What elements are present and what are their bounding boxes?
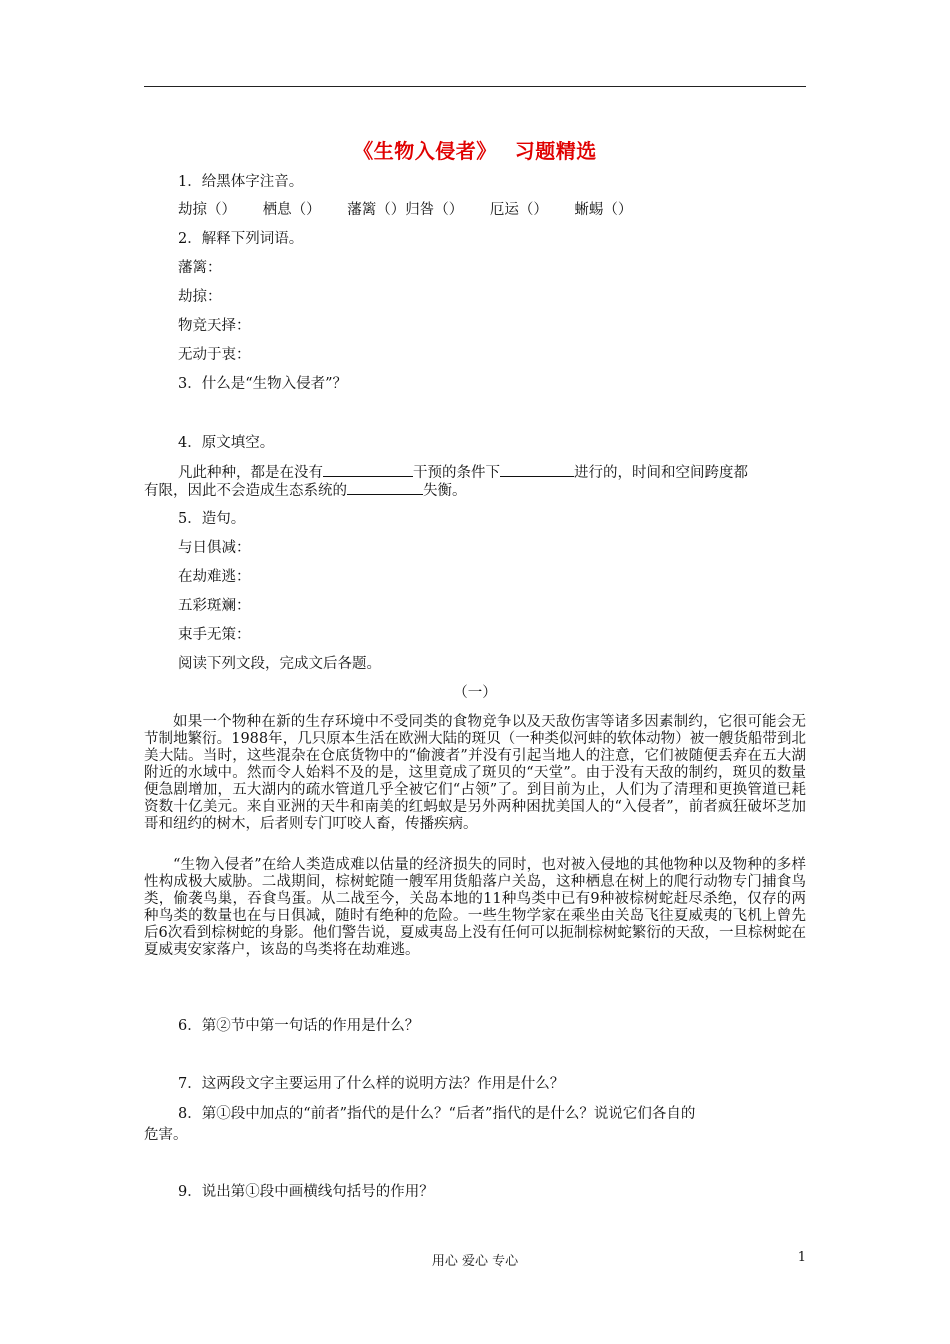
- question-8: 8．第①段中加点的“前者”指代的是什么？“后者”指代的是什么？说说它们各自的: [178, 1106, 696, 1122]
- footer-motto: 用心 爱心 专心: [431, 1254, 519, 1269]
- q2-jielve: 劫掠：: [178, 289, 222, 305]
- fill-blank-1[interactable]: [323, 462, 413, 477]
- q5-yurijujian: 与日俱减：: [178, 540, 251, 556]
- section-label: （一）: [453, 685, 497, 701]
- q5-zaijienantao: 在劫难逃：: [178, 569, 251, 585]
- item-jielve: 劫掠（）: [178, 202, 236, 218]
- page-number: 1: [797, 1250, 806, 1265]
- question-2: 2．解释下列词语。: [178, 231, 304, 247]
- q2-wudongyuzhong: 无动于衷：: [178, 347, 251, 363]
- question-1-items: [178, 200, 632, 220]
- question-9: 9．说出第①段中画横线句括号的作用？: [178, 1184, 434, 1200]
- q4-fill-line-2: 有限，因此不会造成生态系统的 失衡。: [144, 480, 467, 501]
- q2-fanli: 藩篱：: [178, 260, 222, 276]
- reading-intro: 阅读下列文段，完成文后各题。: [178, 656, 381, 672]
- item-xiyi: 蜥蜴（）: [574, 202, 633, 218]
- question-6: 6．第②节中第一句话的作用是什么？: [178, 1018, 420, 1034]
- question-5: 5．造句。: [178, 511, 246, 527]
- q4-fill-line-1: 凡此种种，都是在没有 干预的条件下 进行的，时间和空间跨度都: [178, 462, 748, 483]
- question-4: 4．原文填空。: [178, 435, 275, 451]
- passage-paragraph-1: 如果一个物种在新的生存环境中不受同类的食物竞争以及天敌伤害等诸多因素制约，它很可能会无节制地繁衍。1988年，几只原本生活在欧洲大陆的斑贝（一种类似河蚌的软体动物）被一艘货船带到北美大陆。当时，这些混杂在仓底货物中的“偷渡者”并没有引起当地人的注意，它们被随便丢弃在五大湖附近的水域中。然而令人始料不及的是，这里竟成了斑贝的“天堂”。由于没有天敌的制约，斑贝的数量便急剧增加，五大湖内的疏水管道几乎全被它们“占领”了。到目前为止，人们为了清理和更换管道已耗资数十亿美元。来自亚洲的天牛和南美的红蚂蚁是另外两种困扰美国人的“入侵者”，前者疯狂破坏芝加哥和纽约的树木，后者则专门叮咬人畜，传播疾病。: [144, 714, 806, 832]
- item-qixi: 栖息（）: [262, 202, 321, 218]
- page-title: 《生物入侵者》 习题精选: [353, 139, 597, 163]
- item-eyun: 厄运（）: [489, 202, 548, 218]
- q5-wucaibanlan: 五彩斑斓：: [178, 598, 251, 614]
- header-rule: [144, 86, 806, 87]
- item-fanli: 藩篱（）归咎（）: [347, 202, 464, 218]
- question-8-cont: 危害。: [144, 1127, 188, 1143]
- fill-blank-2[interactable]: [500, 462, 574, 477]
- q2-wujingtianze: 物竞天择：: [178, 318, 251, 334]
- q5-shushouwuce: 束手无策：: [178, 627, 251, 643]
- passage-paragraph-2: “生物入侵者”在给人类造成难以估量的经济损失的同时，也对被入侵地的其他物种以及物种的多样性构成极大威胁。二战期间，棕树蛇随一艘军用货船落户关岛，这种栖息在树上的爬行动物专门捕食鸟类，偷袭鸟巢，吞食鸟蛋。从二战至今，关岛本地的11种鸟类中已有9种被棕树蛇赶尽杀绝，仅存的两种鸟类的数量也在与日俱减，随时有绝种的危险。一些生物学家在乘坐由关岛飞往夏威夷的飞机上曾先后6次看到棕树蛇的身影。他们警告说，夏威夷岛上没有任何可以扼制棕树蛇繁衍的天敌，一旦棕树蛇在夏威夷安家落户，该岛的鸟类将在劫难逃。: [144, 857, 806, 958]
- fill-blank-3[interactable]: [347, 480, 423, 495]
- question-3: 3．什么是“生物入侵者”？: [178, 376, 348, 392]
- question-7: 7．这两段文字主要运用了什么样的说明方法？作用是什么？: [178, 1076, 565, 1092]
- question-1: 1．给黑体字注音。: [178, 174, 304, 190]
